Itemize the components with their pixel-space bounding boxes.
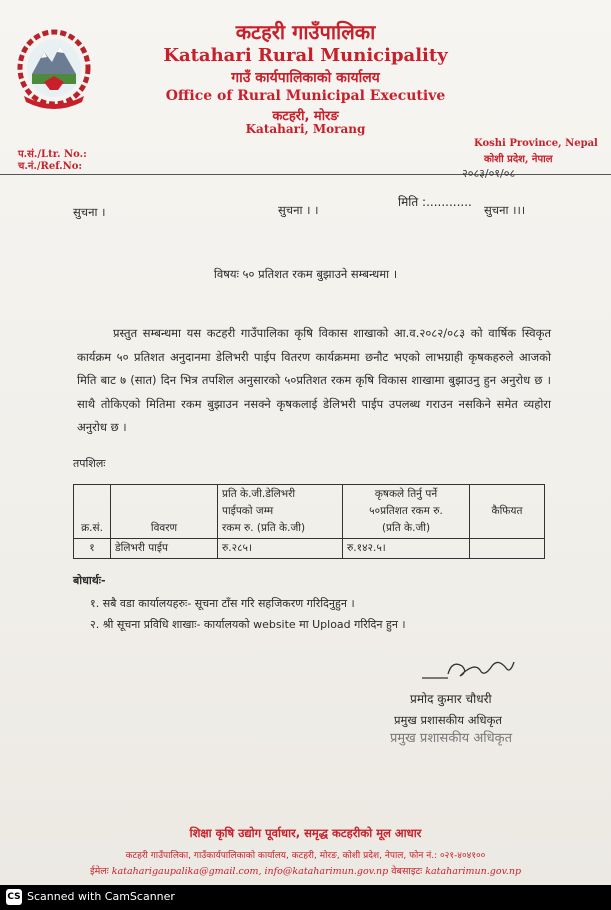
date-label: मिति :............	[398, 195, 472, 209]
notice-label-right: सुचना ।।।	[484, 203, 526, 217]
place-np: कटहरी, मोरङ	[272, 109, 339, 124]
designation-stamp: प्रमुख प्रशासकीय अधिकृत	[390, 731, 513, 746]
header-farmer-line-2: ५०प्रतिशत रकम रु.	[369, 505, 443, 517]
signatory-designation: प्रमुख प्रशासकीय अधिकृत	[394, 713, 502, 727]
footer-address: कटहरी गाउँपालिका, गाउँकार्यपालिकाको कार्यालय, कटहरी, मोरङ, कोशी प्रदेश, नेपाल, फोन नं.: ०२१-४०४१००	[125, 851, 486, 861]
website-label: वेबसाइटः	[391, 866, 423, 877]
camscanner-logo-icon: CS	[6, 889, 22, 905]
email-addresses[interactable]: kataharigaupalika@gmail.com, info@kataharimun.gov.np	[111, 866, 389, 877]
details-label: तपशिलः	[73, 457, 106, 470]
header-farmer-line-1: कृषकले तिर्नु पर्ने	[374, 488, 438, 500]
header-sn: क्र.सं.	[74, 485, 111, 539]
handwritten-date: २०८३/०१/०८	[462, 167, 516, 180]
cell-rate: रु.२८५।	[218, 539, 343, 559]
table-header-row	[74, 485, 545, 539]
letter-number-label: प.सं./Ltr. No.:	[18, 149, 87, 160]
province-en: Koshi Province, Nepal	[474, 138, 598, 149]
header-remarks: कैफियत	[470, 485, 545, 539]
header-description: विवरण	[111, 485, 218, 539]
notice-label-left: सुचना ।	[73, 205, 106, 219]
office-name-np: गाउँ कार्यपालिकाको कार्यालय	[231, 70, 380, 86]
header-rate-line-2: पाईपको जम्म	[222, 505, 274, 517]
header-rate-line-1: प्रति के.जी.डेलिभरी	[222, 488, 296, 500]
header-rate-line-3: रकम रु. (प्रति के.जी)	[222, 522, 306, 534]
header-farmer-line-3: (प्रति के.जी)	[381, 522, 431, 534]
cell-sn: १	[74, 539, 111, 559]
website-link[interactable]: kataharimun.gov.np	[425, 866, 522, 877]
reference-number-label: च.नं./Ref.No:	[18, 161, 83, 172]
cc-label: बोधार्थः-	[73, 574, 106, 587]
subject-line: विषयः ५० प्रतिशत रकम बुझाउने सम्बन्धमा ।	[213, 267, 398, 281]
cell-description: डेलिभरी पाईप	[111, 539, 218, 559]
office-name-en: Office of Rural Municipal Executive	[165, 88, 446, 104]
signatory-name: प्रमोद कुमार चौधरी	[410, 692, 492, 706]
municipality-name-np: कटहरी गाउँपालिका	[235, 20, 376, 44]
province-np: कोशी प्रदेश, नेपाल	[484, 154, 553, 165]
table-row	[74, 539, 545, 559]
scanner-bar	[0, 885, 611, 910]
header-farmer-share	[343, 485, 470, 539]
email-label: ईमेलः	[89, 866, 109, 877]
cc-item: १. सबै वडा कार्यालयहरुः- सूचना टाँस गरि सहजिकरण गरिदिनुहुन ।	[90, 597, 355, 610]
price-table	[73, 484, 545, 559]
footer-contact	[30, 864, 581, 877]
notice-label-center: सुचना । ।	[278, 203, 319, 217]
header-rate	[218, 485, 343, 539]
header-divider	[0, 174, 611, 175]
scanner-label: Scanned with CamScanner	[27, 890, 175, 903]
cc-item: २. श्री सूचना प्रविधि शाखाः- कार्यालयको website मा Upload गरिदिन हुन ।	[90, 618, 406, 631]
place-en: Katahari, Morang	[245, 122, 366, 136]
cell-farmer-share: रु.१४२.५।	[343, 539, 470, 559]
signature-icon	[418, 652, 518, 686]
municipality-name-en: Katahari Rural Municipality	[163, 45, 448, 66]
notice-body: प्रस्तुत सम्बन्धमा यस कटहरी गाउँपालिका कृषि विकास शाखाको आ.व.२०८२/०८३ को वार्षिक स्विकृत कार्यक्रम ५० प्रतिशत अनुदानमा डेलिभरी पाईप वितरण कार्यक्रममा छनौट भएको लाभग्राही कृषकहरुले आजको मिति बाट ७ (सात) दिन भित्र तपशिल अनुसारको ५०प्रतिशत रकम कृषि विकास शाखामा बुझाउनु हुन अनुरोध छ । साथै तोकिएको मितिमा रकम बुझाउन नसक्ने कृषकलाई डेलिभरी पाईप उपलब्ध गराउन नसकिने समेत व्यहोरा अनुरोध छ ।	[77, 326, 551, 435]
footer-slogan: शिक्षा कृषि उद्योग पूर्वाधार, समृद्ध कटहरीको मूल आधार	[189, 826, 422, 840]
cell-remarks	[470, 539, 545, 559]
